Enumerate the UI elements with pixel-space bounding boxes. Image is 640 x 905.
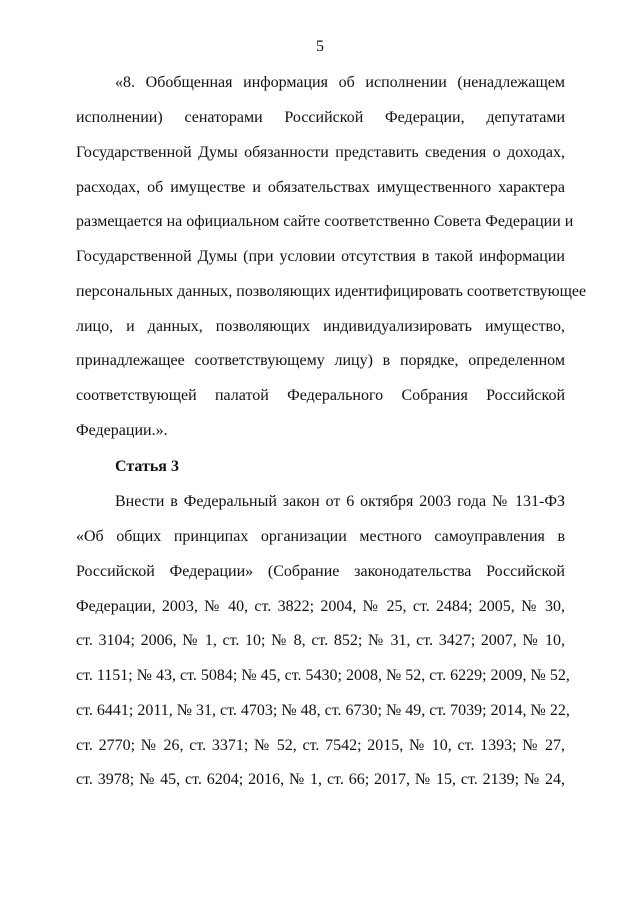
paragraph-line: принадлежащее соответствующему лицу) в порядке, определенном bbox=[76, 352, 565, 369]
paragraph-line: ст. 1151; № 43, ст. 5084; № 45, ст. 5430; 2008, № 52, ст. 6229; 2009, № 52, bbox=[76, 667, 570, 684]
page-number: 5 bbox=[316, 38, 324, 55]
paragraph-line: Российской Федерации» (Собрание законодательства Российской bbox=[76, 563, 565, 580]
paragraph-line: Государственной Думы обязанности представить сведения о доходах, bbox=[76, 144, 565, 161]
paragraph-line: Федерации.». bbox=[76, 422, 168, 439]
paragraph-line: лицо, и данных, позволяющих индивидуализировать имущество, bbox=[76, 318, 565, 335]
paragraph-line: ст. 3978; № 45, ст. 6204; 2016, № 1, ст. 66; 2017, № 15, ст. 2139; № 24, bbox=[76, 771, 565, 788]
paragraph-line: Государственной Думы (при условии отсутствия в такой информации bbox=[76, 248, 565, 265]
paragraph-line: расходах, об имуществе и обязательствах имущественного характера bbox=[76, 179, 565, 196]
paragraph-line: соответствующей палатой Федерального Собрания Российской bbox=[76, 387, 565, 404]
paragraph-line: ст. 2770; № 26, ст. 3371; № 52, ст. 7542; 2015, № 10, ст. 1393; № 27, bbox=[76, 737, 565, 754]
paragraph-line: исполнении) сенаторами Российской Федерации, депутатами bbox=[76, 109, 565, 126]
paragraph-line: Внести в Федеральный закон от 6 октября 2003 года № 131-ФЗ bbox=[115, 493, 565, 510]
article-heading: Статья 3 bbox=[115, 458, 179, 475]
paragraph-line: персональных данных, позволяющих идентифицировать соответствующее bbox=[76, 283, 587, 300]
paragraph-line: «8. Обобщенная информация об исполнении (ненадлежащем bbox=[115, 74, 565, 91]
paragraph-line: ст. 6441; 2011, № 31, ст. 4703; № 48, ст. 6730; № 49, ст. 7039; 2014, № 22, bbox=[76, 702, 570, 719]
paragraph-line: размещается на официальном сайте соответственно Совета Федерации и bbox=[76, 213, 574, 230]
paragraph-line: Федерации, 2003, № 40, ст. 3822; 2004, № 25, ст. 2484; 2005, № 30, bbox=[76, 598, 565, 615]
paragraph-line: «Об общих принципах организации местного самоуправления в bbox=[76, 528, 565, 545]
paragraph-line: ст. 3104; 2006, № 1, ст. 10; № 8, ст. 852; № 31, ст. 3427; 2007, № 10, bbox=[76, 632, 565, 649]
